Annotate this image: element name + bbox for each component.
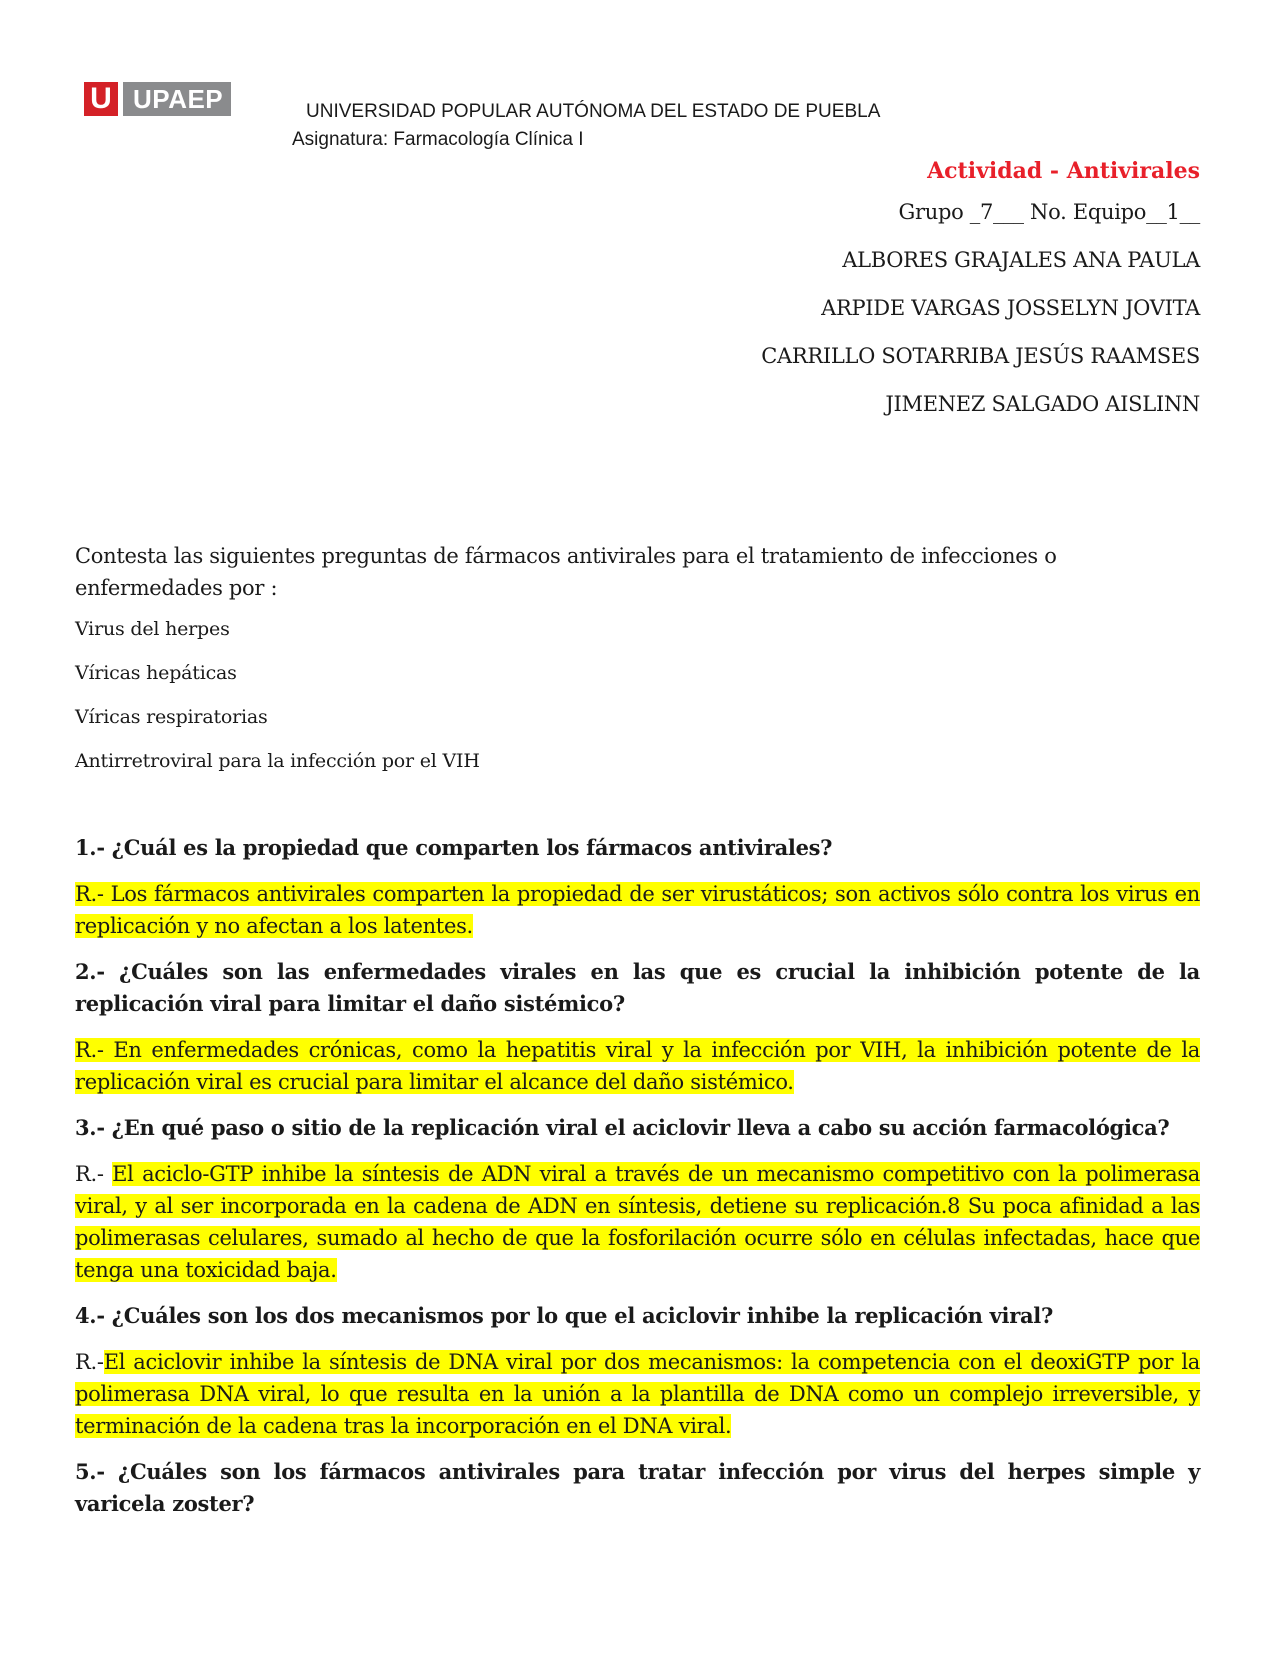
answer-2 [75, 1034, 1200, 1098]
member-name: ARPIDE VARGAS JOSSELYN JOVITA [821, 296, 1200, 320]
question-4: 4.- ¿Cuáles son los dos mecanismos por lo que el aciclovir inhibe la replicación viral? [75, 1303, 1053, 1328]
highlighted-answer: El aciclo-GTP inhibe la síntesis de ADN viral a través de un mecanismo competitivo con la polimerasa viral, y al ser incorporada en la cadena de ADN en síntesis, detiene su replicación.8 Su poca afinidad a las polimerasas celulares, sumado al hecho de que la fosforilación ocurre sólo en células infectadas, hace que tenga una toxicidad baja. [75, 1162, 1200, 1282]
member-name: ALBORES GRAJALES ANA PAULA [842, 248, 1200, 272]
subject-line: Asignatura: Farmacología Clínica I [292, 129, 584, 150]
upaep-logo [84, 82, 231, 116]
activity-title: Actividad - Antivirales [927, 158, 1200, 184]
member-name: JIMENEZ SALGADO AISLINN [885, 392, 1200, 416]
document-body [75, 540, 1200, 1534]
answer-4 [75, 1346, 1200, 1442]
topic-item: Víricas respiratorias [75, 706, 268, 728]
activity-header [440, 150, 1200, 438]
topic-item: Virus del herpes [75, 618, 230, 640]
intro-paragraph: Contesta las siguientes preguntas de fármacos antivirales para el tratamiento de infecciones o enfermedades por : [75, 544, 1057, 600]
logo-wordmark: UPAEP [123, 82, 231, 116]
group-line: Grupo _7___ No. Equipo__1__ [898, 200, 1200, 224]
answer-3 [75, 1158, 1200, 1286]
question-3: 3.- ¿En qué paso o sitio de la replicación viral el aciclovir lleva a cabo su acción farmacológica? [75, 1115, 1170, 1140]
highlighted-answer: R.- En enfermedades crónicas, como la hepatitis viral y la infección por VIH, la inhibición potente de la replicación viral es crucial para limitar el alcance del daño sistémico. [75, 1038, 1200, 1094]
question-2: 2.- ¿Cuáles son las enfermedades virales en las que es crucial la inhibición potente de la replicación viral para limitar el daño sistémico? [75, 959, 1200, 1016]
answer-1 [75, 878, 1200, 942]
topics-list [75, 614, 1200, 776]
topic-item: Antirretroviral para la infección por el VIH [75, 750, 480, 772]
answer-prefix: R.- [75, 1162, 113, 1186]
answer-prefix: R.- [75, 1350, 104, 1374]
topic-item: Víricas hepáticas [75, 662, 237, 684]
highlighted-answer: El aciclovir inhibe la síntesis de DNA viral por dos mecanismos: la competencia con el deoxiGTP por la polimerasa DNA viral, lo que resulta en la unión a la plantilla de DNA como un complejo irreversible, y terminación de la cadena tras la incorporación en el DNA viral. [75, 1350, 1200, 1438]
highlighted-answer: R.- Los fármacos antivirales comparten la propiedad de ser virustáticos; son activos sólo contra los virus en replicación y no afectan a los latentes. [75, 882, 1200, 938]
university-name: UNIVERSIDAD POPULAR AUTÓNOMA DEL ESTADO DE PUEBLA [306, 101, 881, 122]
member-name: CARRILLO SOTARRIBA JESÚS RAAMSES [761, 344, 1200, 368]
question-1: 1.- ¿Cuál es la propiedad que comparten los fármacos antivirales? [75, 835, 833, 860]
question-5: 5.- ¿Cuáles son los fármacos antivirales para tratar infección por virus del herpes simple y varicela zoster? [75, 1459, 1200, 1516]
logo-u-mark: U [84, 82, 118, 116]
